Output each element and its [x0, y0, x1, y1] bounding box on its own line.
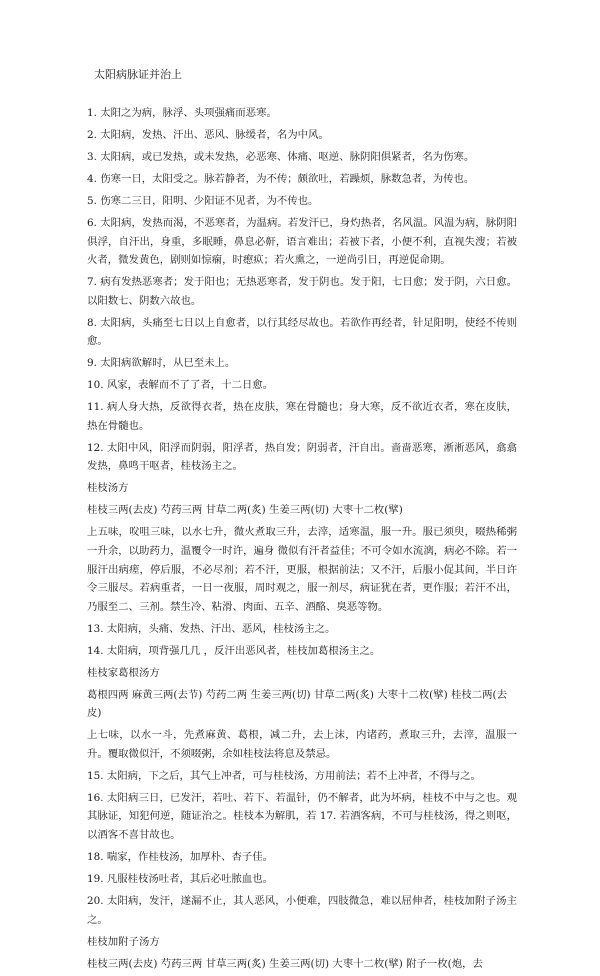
- clause-12: 12. 太阳中风，阳浮而阴弱，阳浮者，热自发；阴弱者，汗自出。啬啬恶寒，淅淅恶风，翕翕发热，鼻鸣干呕者，桂枝汤主之。: [87, 441, 517, 473]
- formula-gegen-decoction: 葛根四两 麻黄三两(去节) 芍药二两 生姜三两(切) 甘草二两(炙) 大枣十二枚(擘) 桂枝二两(去皮): [87, 688, 507, 720]
- clause-6: 6. 太阳病，发热而渴，不恶寒者，为温病。若发汗已，身灼热者，名风温。风温为病，脉阴阳俱浮，自汗出，身重，多眠睡，鼻息必鼾，语言难出；若被下者，小便不利，直视失溲；若被火者，微发黄色，剧则如惊痫，时瘛疭；若火熏之，一逆尚引日，再逆促命期。: [87, 216, 517, 267]
- clause-10: 10. 风家，表解而不了了者，十二日愈。: [87, 379, 274, 392]
- page-title: 太阳病脉证并治上: [94, 68, 182, 81]
- clause-8: 8. 太阳病，头痛至七日以上自愈者，以行其经尽故也。若欲作再经者，针足阳明，使经不传则愈。: [87, 316, 517, 348]
- clause-20: 20. 太阳病，发汗，遂漏不止，其人恶风，小便难，四肢微急，难以屈伸者，桂枝加附子汤主之。: [87, 894, 517, 926]
- preparation-gegen-decoction: 上七味，以水一斗，先煮麻黄、葛根，减二升，去上沫，内诸药，煮取三升，去滓，温服一升。覆取微似汗，不须啜粥，余如桂枝法将息及禁忌。: [87, 729, 517, 760]
- formula-fuzi-decoction: 桂枝三两(去皮) 芍药三两 甘草三两(炙) 生姜三两(切) 大枣十二枚(擘) 附子一枚(炮，去: [87, 957, 483, 970]
- clause-15: 15. 太阳病，下之后，其气上冲者，可与桂枝汤，方用前法；若不上冲者，不得与之。: [87, 769, 481, 782]
- clause-13: 13. 太阳病，头痛、发热、汗出、恶风，桂枝汤主之。: [87, 622, 336, 635]
- formula-guizhi-decoction: 桂枝三两(去皮) 芍药三两 甘草二两(炙) 生姜三两(切) 大枣十二枚(擘): [87, 504, 403, 517]
- clause-4: 4. 伤寒一日，太阳受之。脉若静者，为不传；颇欲吐，若躁烦，脉数急者，为传也。: [87, 172, 475, 185]
- clause-7: 7. 病有发热恶寒者；发于阳也；无热恶寒者，发于阴也。发于阳，七日愈；发于阴，六日愈。以阳数七、阴数六故也。: [87, 276, 517, 307]
- clause-3: 3. 太阳病，或已发热，或未发热，必恶寒、体痛、呕逆、脉阴阳俱紧者，名为伤寒。: [87, 150, 475, 163]
- section-heading-fuzi-decoction: 桂枝加附子汤方: [87, 935, 160, 948]
- clause-19: 19. 凡服桂枝汤吐者，其后必吐脓血也。: [87, 872, 274, 885]
- clause-2: 2. 太阳病，发热、汗出、恶风、脉缓者，名为中风。: [87, 128, 329, 141]
- clause-18: 18. 喘家，作桂枝汤，加厚朴、杏子佳。: [87, 850, 274, 863]
- clause-16-17: 16. 太阳病三日，已发汗，若吐、若下、若温针，仍不解者，此为坏病，桂枝不中与之也。观其脉证，知犯何逆，随证治之。桂枝本为解肌，若 17. 若酒客病，不可与桂枝汤，得之则呕，以酒客不喜甘故也。: [87, 791, 517, 841]
- section-heading-gegen-decoction: 桂枝家葛根汤方: [87, 666, 160, 679]
- preparation-guizhi-decoction: 上五味，㕮咀三味，以水七升，微火煮取三升，去滓，适寒温，服一升。服已须臾，啜热稀粥一升余，以助药力，温覆令一时许，遍身 微似有汗者益佳；不可令如水流漓，病必不除。若一服汗出病瘥，停后服，不必尽剂；若不汗，更服，根据前法；又不汗，后服小促其间，半日许令三服尽。若病重者，一日一夜服，周时观之，服一剂尽，病证犹在者，更作服；若汗不出，乃服至二、三剂。禁生冷、粘滑、肉面、五辛、酒酪、臭恶等物。: [87, 526, 517, 613]
- clause-14: 14. 太阳病，项背强几几 ，反汗出恶风者，桂枝加葛根汤主之。: [87, 644, 381, 657]
- document-body: [87, 104, 517, 976]
- clause-5: 5. 伤寒二三日，阳明、少阳证不见者，为不传也。: [87, 194, 319, 207]
- clause-11: 11. 病人身大热，反欲得衣者，热在皮肤，寒在骨髓也；身大寒，反不欲近衣者，寒在皮肤，热在骨髓也。: [87, 401, 517, 432]
- clause-1: 1. 太阳之为病，脉浮、头项强痛而恶寒。: [87, 107, 277, 119]
- clause-9: 9. 太阳病欲解时，从巳至未上。: [87, 357, 236, 370]
- section-heading-guizhi-decoction: 桂枝汤方: [87, 482, 129, 495]
